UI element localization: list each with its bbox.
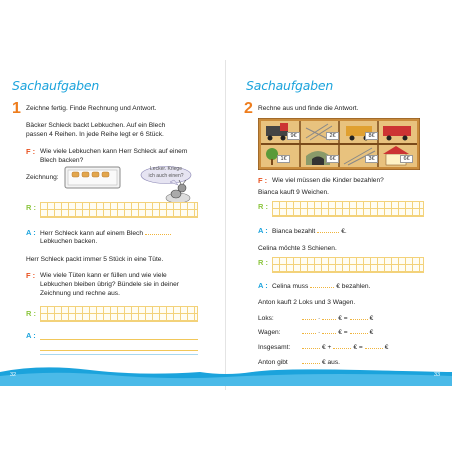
answer-label: A : [258,226,268,235]
question-label: F : [26,271,36,280]
operator: € [353,344,358,351]
celina-text: Celina möchte 3 Schienen. [258,245,337,252]
price-tag: 9€ [287,132,300,140]
operator: · [318,315,321,322]
answer-blank[interactable] [302,342,320,349]
task-number: 1 [12,100,21,117]
answer-text-part: € aus. [322,359,340,366]
bianca-text: Bianca kauft 9 Weichen. [258,189,329,196]
euro-sign: €. [341,228,347,235]
answer-line[interactable] [40,354,198,355]
instruction: Rechne aus und finde die Antwort. [258,105,359,112]
answer-text [272,226,347,237]
drawing-label: Zeichnung: [26,174,59,181]
task-number: 2 [244,100,253,117]
answer-blank[interactable] [317,226,339,233]
question-label: F : [26,147,36,156]
answer-blank[interactable] [350,313,368,320]
price-tag: 6€ [326,155,339,163]
answer-blank[interactable] [365,342,383,349]
calculation-grid[interactable] [40,202,198,218]
price-tag: 1€ [277,155,290,163]
question-label: F : [258,176,268,185]
bubble-text [148,166,184,179]
answer-line[interactable] [40,339,198,340]
story-line: Herr Schleck packt immer 5 Stück in eine Tüte. [26,256,164,263]
page-title: Sachaufgaben [246,78,334,93]
row-label: Anton gibt [258,359,288,366]
price-tag: 3€ [365,155,378,163]
insgesamt-row [258,342,388,353]
answer-text [272,281,370,292]
answer-text-part: Herr Schleck kann auf einem Blech [40,230,143,237]
operator: · [318,329,321,336]
answer-blank[interactable] [350,327,368,334]
price-tag: 8€ [365,132,378,140]
baking-tray-drawing [64,166,122,190]
story-line: Bäcker Schleck backt Lebkuchen. Auf ein Blech [26,122,166,129]
answer-text-part: Celina muss [272,283,309,290]
question-text: Wie viele Tüten kann er füllen und wie viele [40,272,167,279]
answer-blank[interactable] [145,228,171,235]
answer-blank[interactable] [333,342,351,349]
question-text: Blech backen? [40,157,84,164]
answer-text-part: € bezahlen. [336,283,371,290]
operator: € [338,315,342,322]
operator: € [369,315,374,322]
answer-blank[interactable] [302,327,316,334]
question-text: Zeichnung und rechne aus. [40,290,120,297]
anton-text: Anton kauft 2 Loks und 3 Wagen. [258,299,356,306]
operator: + [327,344,332,351]
calculation-grid[interactable] [272,257,424,273]
question-text: Wie viele Lebkuchen kann Herr Schleck auf einem [40,148,188,155]
operator: € [384,344,389,351]
answer-line[interactable] [40,350,198,351]
row-label: Insgesamt: [258,344,291,351]
wagen-row [258,327,373,338]
bubble-line: Lecker. Kriege [150,166,182,172]
answer-label: A : [26,331,36,340]
answer-blank[interactable] [302,313,316,320]
operator: = [358,344,363,351]
operator: € [322,344,326,351]
calc-label: R : [258,202,268,211]
operator: € [369,329,374,336]
row-label: Wagen: [258,329,281,336]
instruction: Zeichne fertig. Finde Rechnung und Antwort. [26,105,157,112]
answer-label: A : [258,281,268,290]
page-number: 32 [10,372,17,378]
story-line: passen 4 Reihen. In jede Reihe legt er 6 Stück. [26,131,164,138]
bubble-line: ich auch einen? [148,172,184,179]
answer-blank[interactable] [310,281,334,288]
calc-label: R : [258,258,268,267]
bottom-wave-decoration [0,362,452,386]
price-tag: 2€ [326,132,339,140]
operator: = [343,315,348,322]
question-text: Wie viel müssen die Kinder bezahlen? [272,177,384,184]
row-label: Loks: [258,315,274,322]
calculation-grid[interactable] [40,306,198,322]
calculation-grid[interactable] [272,201,424,217]
answer-blank[interactable] [322,313,336,320]
answer-label: A : [26,228,36,237]
calc-label: R : [26,203,36,212]
answer-blank[interactable] [322,327,336,334]
page-number: 33 [434,372,441,378]
answer-text-part: Bianca bezahlt [272,228,316,235]
page-title: Sachaufgaben [12,78,100,93]
question-text: Lebkuchen bleiben übrig? Bündele sie in deiner [40,281,179,288]
price-tag: 6€ [400,155,413,163]
loks-row [258,313,373,324]
operator: € [338,329,342,336]
answer-text: Lebkuchen backen. [40,238,98,245]
calc-label: R : [26,309,36,318]
operator: = [343,329,348,336]
